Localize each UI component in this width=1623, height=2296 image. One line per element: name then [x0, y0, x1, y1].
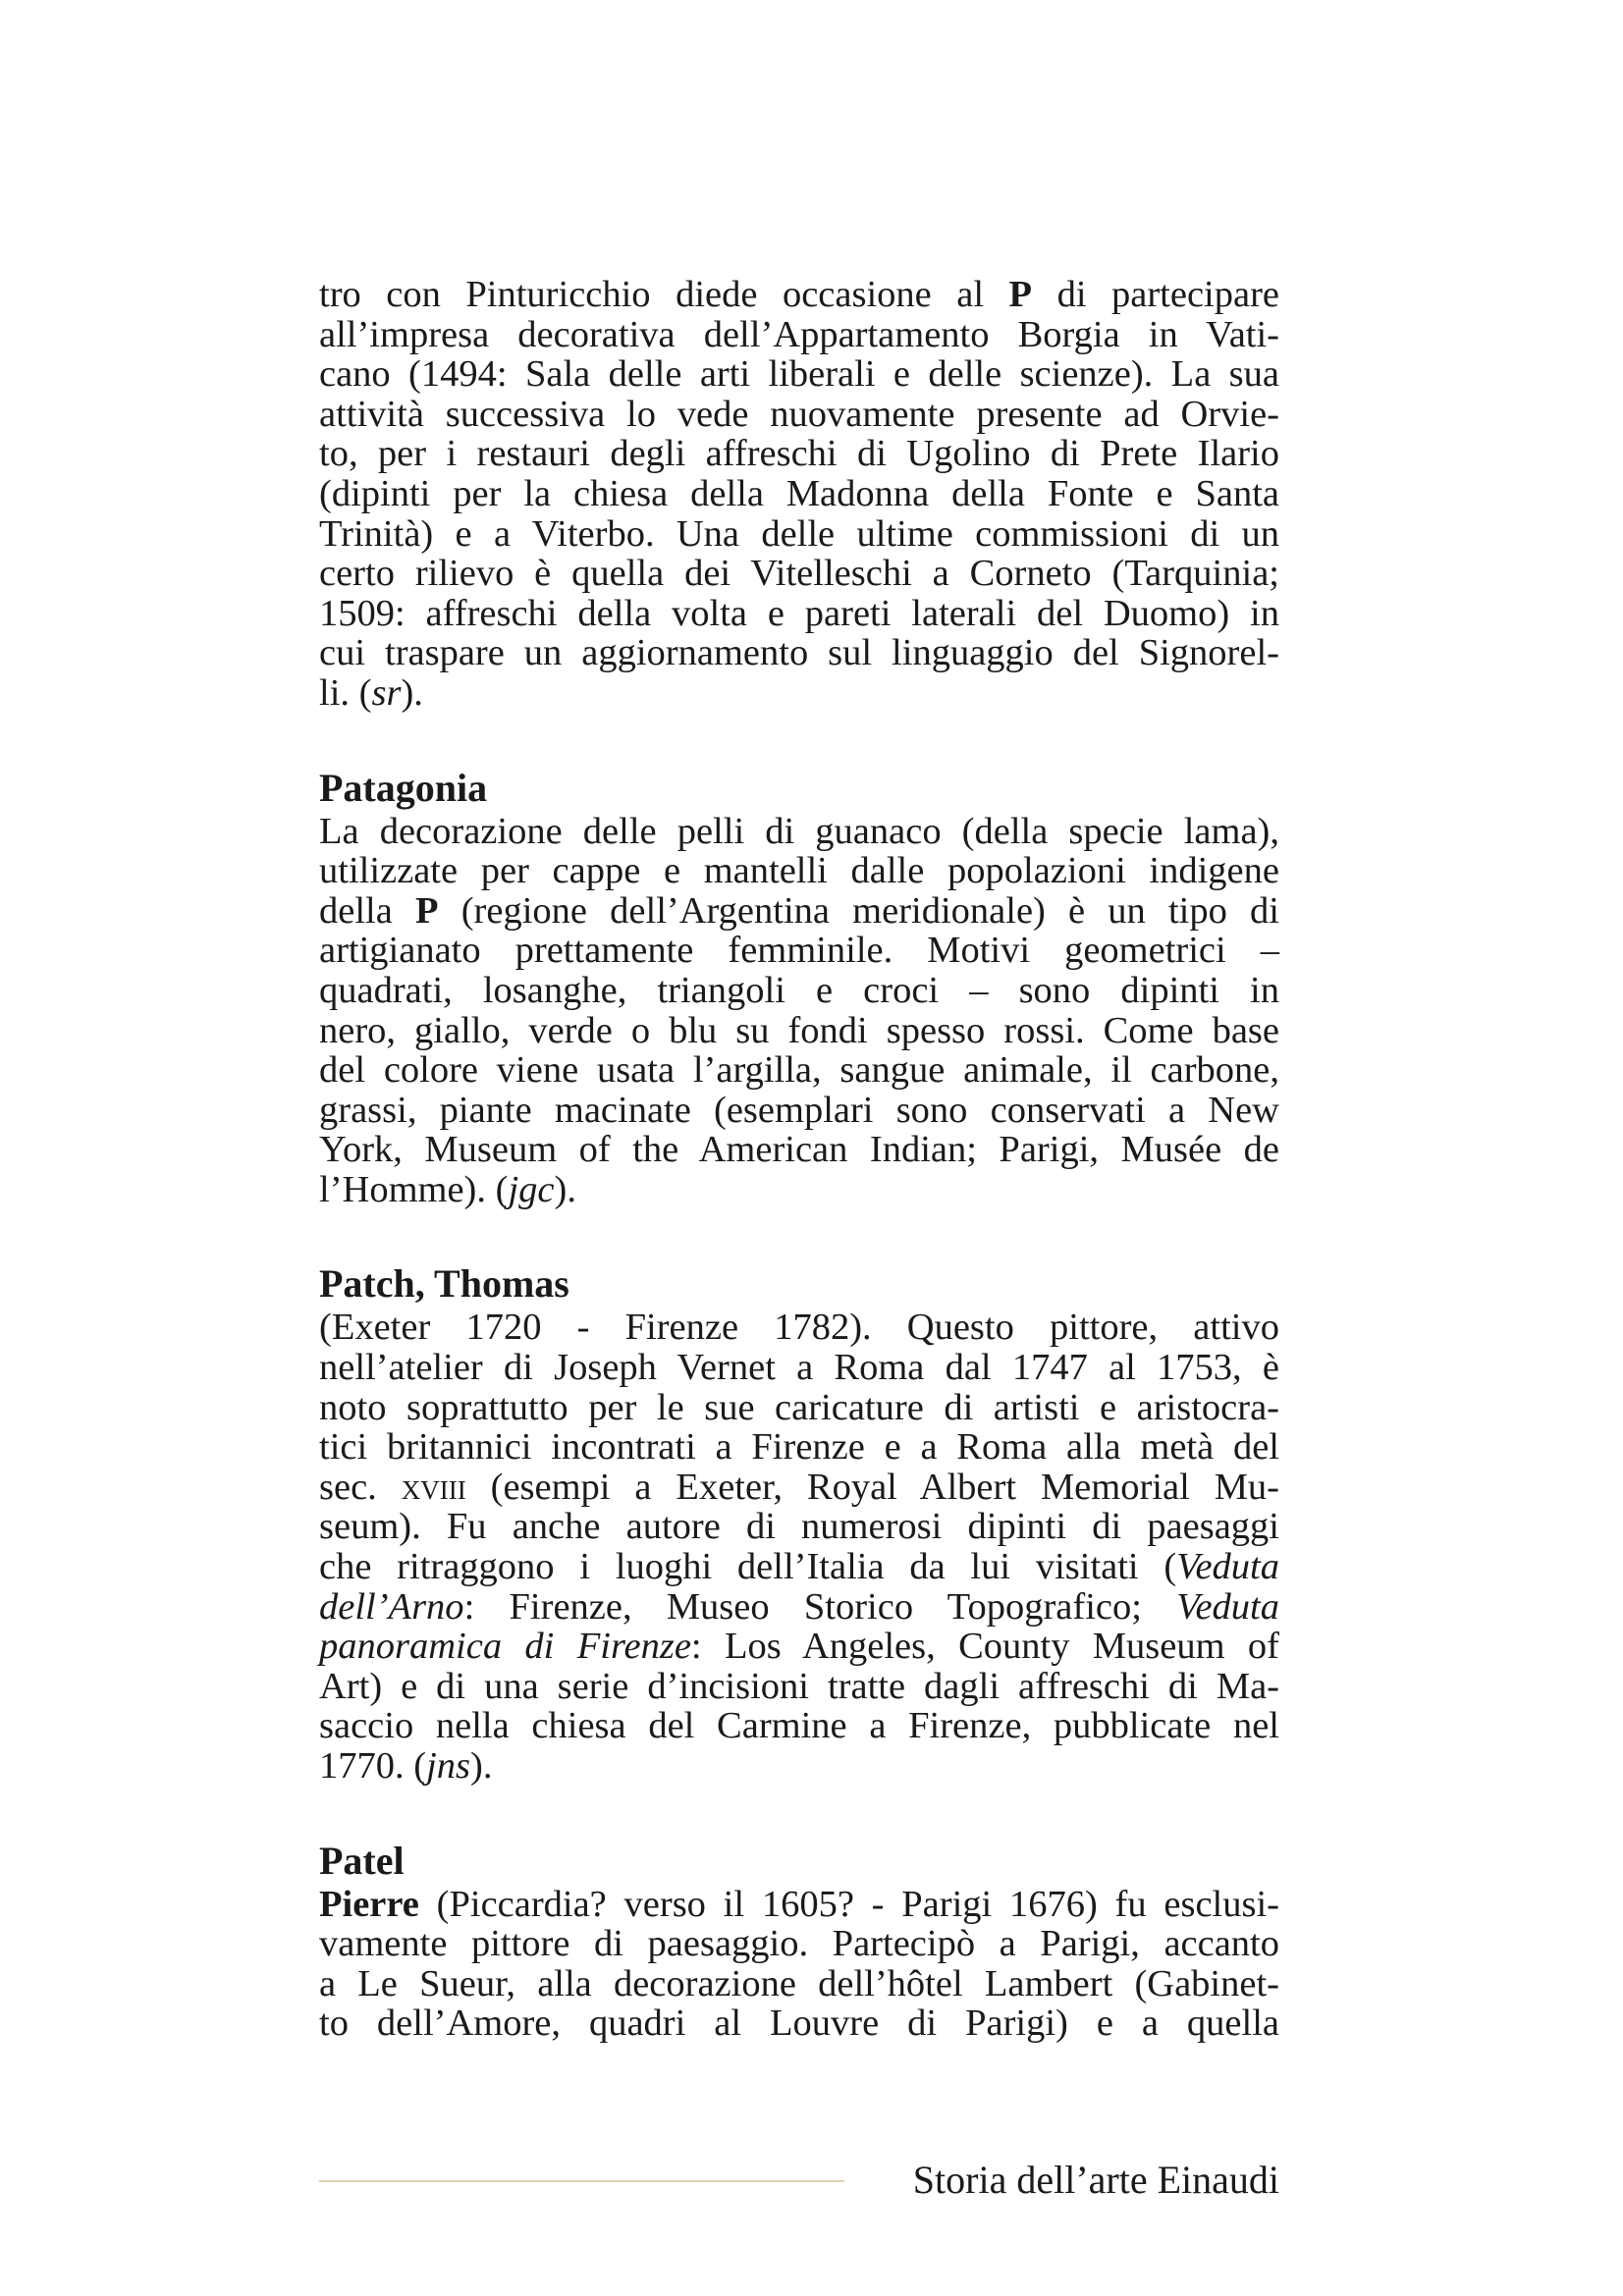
italic-text: jgc: [508, 1168, 555, 1210]
footer-publisher-text: Storia dell’arte Einaudi: [912, 2158, 1279, 2202]
page-body: [319, 275, 1279, 2044]
text-line: sec. xviii (esempi a Exeter, Royal Albert Memorial Mu-: [319, 1466, 1279, 1508]
text-line: 1509: affreschi della volta e pareti laterali del Duomo) in: [319, 592, 1279, 634]
text-line: della P (regione dell’Argentina meridionale) è un tipo di: [319, 889, 1280, 932]
italic-text: panoramica di Firenze: [319, 1626, 691, 1668]
italic-text: Veduta: [1176, 1546, 1279, 1588]
text-line: vamente pittore di paesaggio. Partecipò a Parigi, accanto: [319, 1923, 1279, 1965]
text-line: saccio nella chiesa del Carmine a Firenze, pubblicate nel: [319, 1705, 1279, 1747]
page-footer: [319, 2157, 1279, 2206]
text-line: l’Homme). (jgc).: [319, 1168, 576, 1210]
italic-text: dell’Arno: [319, 1585, 464, 1628]
text-line: panoramica di Firenze: Los Angeles, County Museum of: [319, 1626, 1279, 1668]
text-line: artigianato prettamente femminile. Motivi geometrici –: [319, 930, 1279, 972]
text-line: seum). Fu anche autore di numerosi dipinti di paesaggi: [319, 1506, 1279, 1548]
text-line: all’impresa decorativa dell’Appartamento Borgia in Vati-: [319, 313, 1279, 355]
entry: [319, 1262, 1279, 1786]
italic-text: sr: [371, 671, 402, 714]
text-line: cui traspare un aggiornamento sul linguaggio del Signorel-: [319, 632, 1279, 674]
text-line: certo rilievo è quella dei Vitelleschi a Corneto (Tarquinia;: [319, 553, 1279, 595]
text-line: tici britannici incontrati a Firenze e a Roma alla metà del: [319, 1426, 1279, 1468]
text-line: nell’atelier di Joseph Vernet a Roma dal 1747 al 1753, è: [319, 1347, 1279, 1389]
text-line: Trinità) e a Viterbo. Una delle ultime commissioni di un: [319, 512, 1279, 555]
text-line: 1770. (jns).: [319, 1745, 493, 1787]
text-line: Pierre (Piccardia? verso il 1605? - Parigi 1676) fu esclusi-: [319, 1883, 1279, 1925]
bold-term: Pierre: [319, 1883, 419, 1925]
text-line: grassi, piante macinate (esemplari sono conservati a New: [319, 1089, 1279, 1131]
text-line: Art) e di una serie d’incisioni tratte dagli affreschi di Ma-: [319, 1665, 1279, 1707]
text-line: (Exeter 1720 - Firenze 1782). Questo pittore, attivo: [319, 1307, 1279, 1349]
entry-heading: Patel: [319, 1838, 405, 1883]
entry: [319, 767, 1279, 1210]
entry-heading: Patch, Thomas: [319, 1261, 569, 1307]
text-line: del colore viene usata l’argilla, sangue animale, il carbone,: [319, 1049, 1279, 1092]
text-line: to, per i restauri degli affreschi di Ugolino di Prete Ilario: [319, 433, 1279, 475]
italic-text: jns: [426, 1745, 471, 1787]
text-line: quadrati, losanghe, triangoli e croci – sono dipinti in: [319, 969, 1279, 1011]
text-line: La decorazione delle pelli di guanaco (della specie lama),: [319, 810, 1279, 852]
small-caps-text: xviii: [401, 1466, 466, 1508]
text-line: to dell’Amore, quadri al Louvre di Parigi) e a quella: [319, 2002, 1279, 2045]
text-line: a Le Sueur, alla decorazione dell’hôtel Lambert (Gabinet-: [319, 1962, 1279, 2004]
text-line: utilizzate per cappe e mantelli dalle popolazioni indigene: [319, 850, 1279, 892]
entry: [319, 1840, 1279, 2044]
text-line: (dipinti per la chiesa della Madonna della Fonte e Santa: [319, 472, 1279, 514]
text-line: noto soprattutto per le sue caricature di artisti e aristocra-: [319, 1386, 1279, 1428]
text-line: tro con Pinturicchio diede occasione al P di partecipare: [319, 274, 1279, 315]
footer-rule: [319, 2180, 844, 2182]
entry: [319, 275, 1279, 714]
text-line: attività successiva lo vede nuovamente presente ad Orvie-: [319, 393, 1279, 435]
text-line: che ritraggono i luoghi dell’Italia da lui visitati (Veduta: [319, 1546, 1279, 1588]
text-line: dell’Arno: Firenze, Museo Storico Topografico; Veduta: [319, 1585, 1279, 1628]
text-line: nero, giallo, verde o blu su fondi spesso rossi. Come base: [319, 1009, 1279, 1051]
entry-heading: Patagonia: [319, 765, 488, 810]
text-line: li. (sr).: [319, 671, 423, 714]
bold-term: P: [1008, 274, 1033, 315]
italic-text: Veduta: [1176, 1585, 1279, 1628]
text-line: York, Museum of the American Indian; Parigi, Musée de: [319, 1129, 1279, 1171]
bold-term: P: [415, 889, 439, 932]
text-line: cano (1494: Sala delle arti liberali e delle scienze). La sua: [319, 353, 1279, 396]
